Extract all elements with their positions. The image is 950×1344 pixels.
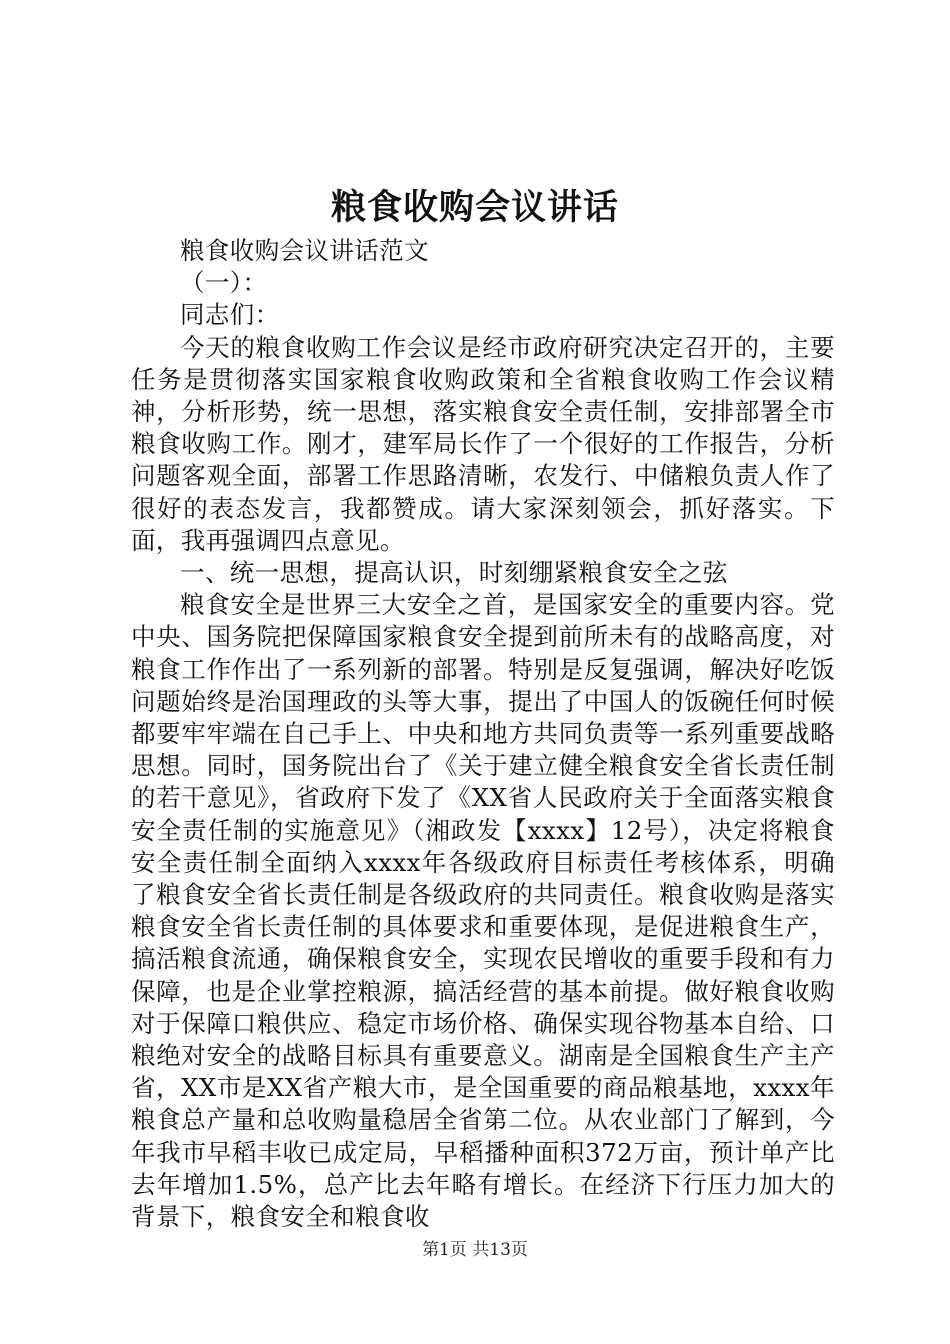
section-heading-paragraph: 一、统一思想，提高认识，时刻绷紧粮食安全之弦 xyxy=(180,558,728,588)
body-paragraph: 粮食安全是世界三大安全之首，是国家安全的重要内容。党中央、国务院把保障国家粮食安全提到前所未有的战略高度，对粮食工作作出了一系列新的部署。特别是反复强调，解决好吃饭问题始终是治国理政的头等大事，提出了中国人的饭碗任何时候都要牢牢端在自己手上、中央和地方共同负责等一系列重要战略思想。同时，国务院出台了《关于建立健全粮食安全省长责任制的若干意见》，省政府下发了《XX省人民政府关于全面落实粮食安全责任制的实施意见》（湘政发【xxxx】12号），决定将粮食安全责任制全面纳入xxxx年各级政府目标责任考核体系，明确了粮食安全省长责任制是各级政府的共同责任。粮食收购是落实粮食安全省长责任制的具体要求和重要体现，是促进粮食生产，搞活粮食流通，确保粮食安全，实现农民增收的重要手段和有力保障，也是企业掌控粮源，搞活经营的基本前提。做好粮食收购对于保障口粮供应、稳定市场价格、确保实现谷物基本自给、口粮绝对安全的战略目标具有重要意义。湖南是全国粮食生产主产省，XX市是XX省产粮大市，是全国重要的商品粮基地，xxxx年粮食总产量和总收购量稳居全省第二位。从农业部门了解到，今年我市早稻丰收已成定局，早稻播种面积372万亩，预计单产比去年增加1.5%，总产比去年略有增长。在经济下行压力加大的背景下，粮食安全和粮食收 xyxy=(131,590,835,1232)
section-number-paragraph: （一）： xyxy=(180,268,268,298)
document-title: 粮食收购会议讲话 xyxy=(330,187,619,228)
document-body xyxy=(131,235,835,1233)
salutation-paragraph: 同志们： xyxy=(180,300,280,330)
intro-paragraph: 今天的粮食收购工作会议是经市政府研究决定召开的，主要任务是贯彻落实国家粮食收购政策和全省粮食收购工作会议精神，分析形势，统一思想，落实粮食安全责任制，安排部署全市粮食收购工作。刚才，建军局长作了一个很好的工作报告，分析问题客观全面，部署工作思路清晰，农发行、中储粮负责人作了很好的表态发言，我都赞成。请大家深刻领会，抓好落实。下面，我再强调四点意见。 xyxy=(131,332,835,555)
page-footer: 第1页 共13页 xyxy=(422,1240,528,1260)
subtitle-paragraph: 粮食收购会议讲话范文 xyxy=(180,236,429,265)
